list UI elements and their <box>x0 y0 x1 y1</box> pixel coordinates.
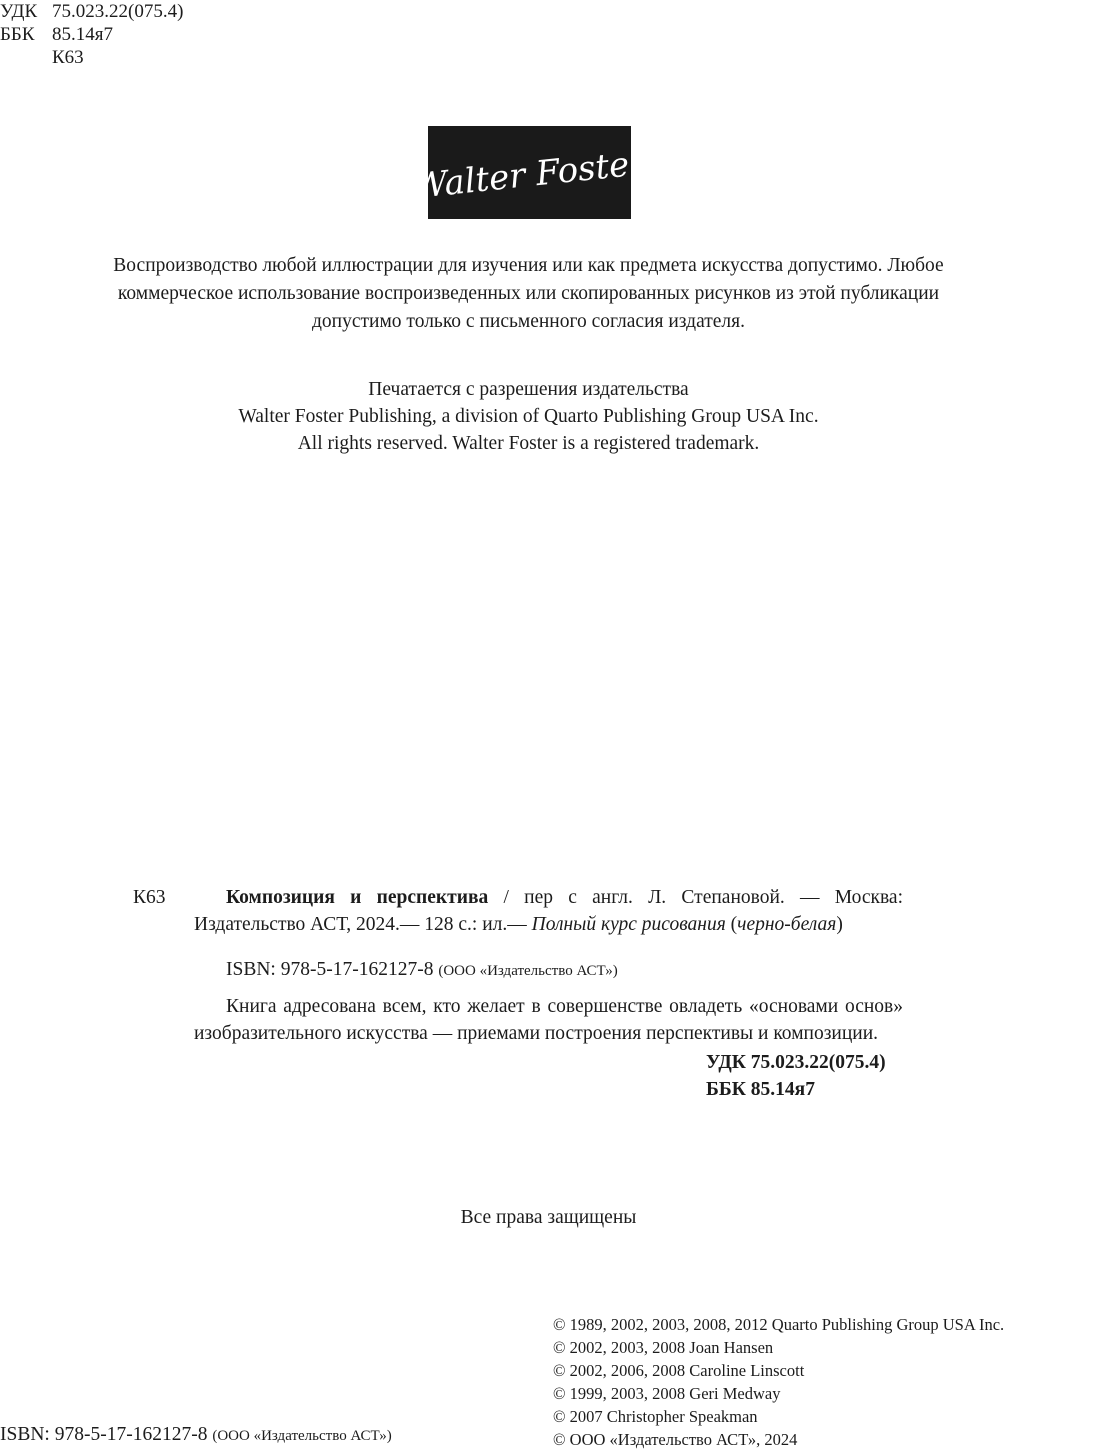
notice-line: допустимо только с письменного согласия издателя. <box>312 311 745 332</box>
logo-text: Walter Foster <box>410 142 648 208</box>
copyright-line: © 1999, 2003, 2008 Geri Medway <box>553 1384 781 1403</box>
permission-notice <box>0 376 1057 457</box>
catalog-mark: К63 <box>133 887 166 908</box>
copyright-line: © 1989, 2002, 2003, 2008, 2012 Quarto Publishing Group USA Inc. <box>553 1315 1005 1334</box>
publication-details: / пер с англ. Л. Степановой. — Москва: Издательство АСТ, 2024.— 128 с.: ил.— <box>194 887 903 935</box>
author-mark: К63 <box>52 47 84 68</box>
permission-line: Печатается с разрешения издательства <box>368 379 689 400</box>
walter-foster-logo <box>410 126 648 219</box>
card-bbk: ББК 85.14я7 <box>706 1079 815 1100</box>
copyright-line: © ООО «Издательство АСТ», 2024 <box>553 1430 798 1449</box>
series-note: черно-белая <box>737 914 837 935</box>
bbk-label: ББК <box>0 24 35 45</box>
paren-close: ) <box>836 914 843 935</box>
notice-line: Воспроизводство любой иллюстрации для изучения или как предмета искусства допустимо. Любое <box>113 255 944 276</box>
udk-label: УДК <box>0 1 38 22</box>
permission-line: Walter Foster Publishing, a division of Quarto Publishing Group USA Inc. <box>238 406 819 427</box>
card-codes <box>194 1049 903 1103</box>
udk-row <box>0 0 183 23</box>
notice-line: коммерческое использование воспроизведенных или скопированных рисунков из этой публикации <box>117 283 940 304</box>
reproduction-notice <box>0 252 1057 336</box>
catalog-card-body <box>194 884 903 1103</box>
permission-line: All rights reserved. Walter Foster is a registered trademark. <box>297 433 760 454</box>
annotation: Книга адресована всем, кто желает в совершенстве овладеть «основами основ» изобразительного искусства — приемами построения перспективы и композиции. <box>194 996 903 1044</box>
paren-open: ( <box>725 914 738 935</box>
copyright-line: © 2002, 2006, 2008 Caroline Linscott <box>553 1361 805 1380</box>
copyright-line: © 2007 Christopher Speakman <box>553 1407 758 1426</box>
series-title: Полный курс рисования <box>531 914 726 935</box>
bottom-isbn-publisher: (ООО «Издательство АСТ») <box>212 1428 392 1444</box>
bbk-row <box>0 23 183 46</box>
classification-codes <box>0 0 183 69</box>
bbk-value: 85.14я7 <box>52 24 113 45</box>
card-udk: УДК 75.023.22(075.4) <box>706 1052 886 1073</box>
author-mark-row <box>0 46 183 69</box>
rights-reserved: Все права защищены <box>460 1207 637 1228</box>
isbn-number: ISBN: 978-5-17-162127-8 <box>226 959 434 980</box>
bibliographic-description <box>194 884 903 938</box>
copyright-list <box>553 1313 1057 1451</box>
card-isbn <box>194 956 903 985</box>
bottom-isbn <box>0 1424 392 1446</box>
isbn-publisher: (ООО «Издательство АСТ») <box>438 963 618 979</box>
udk-value: 75.023.22(075.4) <box>52 1 184 22</box>
book-title: Композиция и перспектива <box>226 887 489 908</box>
copyright-line: © 2002, 2003, 2008 Joan Hansen <box>553 1338 774 1357</box>
walter-foster-logo-image <box>410 126 648 219</box>
bottom-isbn-number: ISBN: 978-5-17-162127-8 <box>0 1424 208 1445</box>
